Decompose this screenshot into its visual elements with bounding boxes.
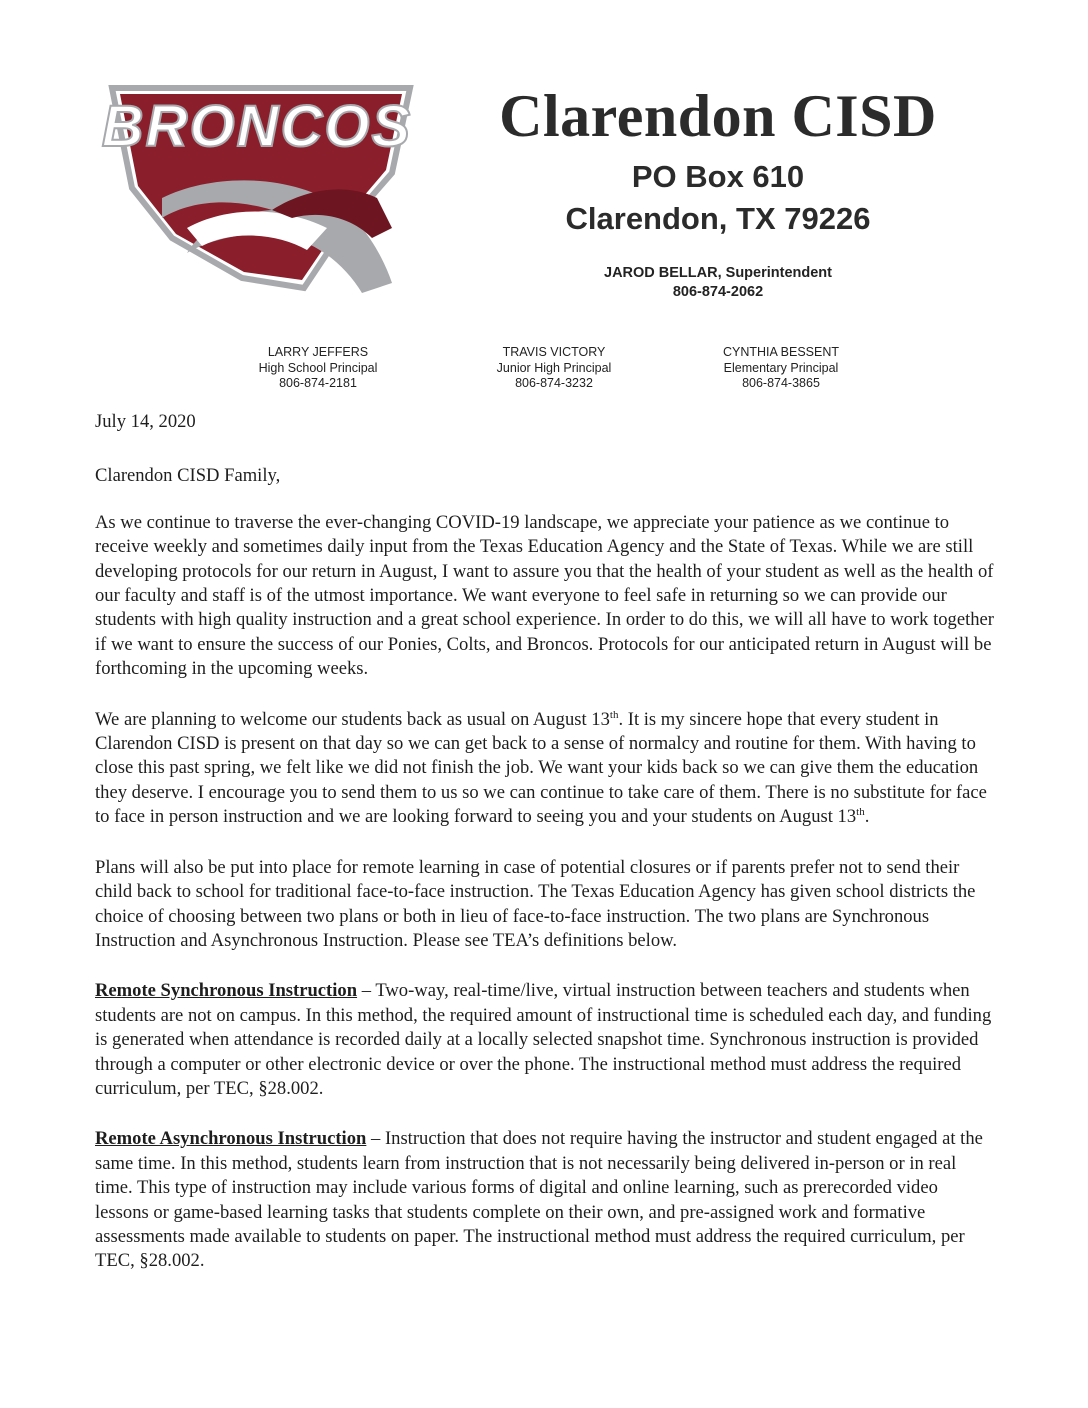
- letterhead: [468, 82, 968, 300]
- superintendent-block: [468, 264, 968, 302]
- letter-body: [95, 410, 995, 1274]
- letter-greeting: Clarendon CISD Family,: [95, 465, 281, 487]
- paragraph-covid-update: As we continue to traverse the ever-changing COVID-19 landscape, we appreciate your patience as we continue to receive weekly and sometimes daily input from the Texas Education Agency and the State of Texas. While we are still developing protocols for our return in August, I want to assure you that the health of your student as well as the health of our faculty and staff is of the utmost importance. We want everyone to feel safe in returning so we can provide our students with high quality instruction and a great school experience. In order to do this, we will all have to work together if we want to ensure the success of our Ponies, Colts, and Broncos. Protocols for our anticipated return in August will be forthcoming in the upcoming weeks.: [95, 511, 994, 680]
- broncos-logo: [92, 78, 422, 310]
- principal-phone: 806-874-2181: [279, 376, 357, 390]
- definition-text: – Two-way, real-time/live, virtual instruction between teachers and students when students are not on campus. In this method, the required amount of instructional time is scheduled each day, and funding is generated when attendance is recorded daily at a locally selected snapshot time. Synchronous instruction is provided through a computer or other electronic device or over the phone. The instructional method must address the required curriculum, per TEC, §28.002.: [95, 980, 992, 1099]
- paragraph-text: We are planning to welcome our students back as usual on August 13: [95, 708, 610, 730]
- superintendent-name: JAROD BELLAR, Superintendent: [604, 265, 832, 281]
- principal-phone: 806-874-3232: [515, 376, 593, 390]
- letter-date: July 14, 2020: [95, 411, 196, 432]
- paragraph-text: . It is my sincere hope that every student in Clarendon CISD is present on that day so we can get back to a sense of normalcy and routine for them. With having to close this past spring, we felt like we did not finish the job. We want your kids back so we can give them the education they deserve. I encourage you to send them to us so we can continue to take care of them. There is no substitute for face to face in person instruction and we are looking forward to seeing you and your students on August 13: [95, 708, 987, 828]
- superscript: th: [856, 806, 865, 819]
- definition-text: – Instruction that does not require having the instructor and student engaged at the same time. In this method, students learn from instruction that is not necessarily being delivered in-person or in real time. This type of instruction may include various forms of digital and online learning, such as prerecorded video lessons or game-based learning tasks that students complete on their own, and pre-assigned work and formative assessments made available to students on paper. The instructional method must address the required curriculum, per TEC, §28.002.: [95, 1128, 983, 1272]
- principal-name: LARRY JEFFERS: [267, 345, 369, 359]
- superscript: th: [609, 708, 619, 721]
- definition-title: Remote Synchronous Instruction: [95, 980, 358, 1002]
- address-line-1: PO Box 610: [631, 159, 805, 194]
- principal-title: Junior High Principal: [496, 360, 612, 375]
- broncos-logo-text: BRONCOS: [101, 94, 413, 159]
- definition-title: Remote Asynchronous Instruction: [95, 1128, 367, 1150]
- address-line-2: Clarendon, TX 79226: [565, 201, 871, 236]
- principal-elementary: [681, 345, 881, 392]
- definition-asynchronous: [95, 1127, 995, 1273]
- paragraph-text: .: [864, 806, 870, 828]
- principal-name: CYNTHIA BESSENT: [723, 345, 839, 359]
- district-name: Clarendon CISD: [499, 83, 937, 149]
- broncos-horse-logo-graphic: [92, 78, 422, 310]
- principal-high-school: [218, 345, 418, 392]
- paragraph-remote-learning: Plans will also be put into place for remote learning in case of potential closures or if parents prefer not to send their child back to school for traditional face-to-face instruction. The Texas Education Agency has given school districts the choice of choosing between two plans or both in lieu of face-to-face instruction. The two plans are Synchronous Instruction and Asynchronous Instruction. Please see TEA’s definitions below.: [95, 856, 976, 951]
- principal-title: Elementary Principal: [723, 360, 839, 375]
- principal-title: High School Principal: [258, 360, 378, 375]
- paragraph-return-date: [95, 708, 995, 830]
- definition-synchronous: [95, 979, 995, 1101]
- principal-phone: 806-874-3865: [742, 376, 820, 390]
- superintendent-phone: 806-874-2062: [672, 284, 764, 300]
- principal-junior-high: [454, 345, 654, 392]
- principal-name: TRAVIS VICTORY: [502, 345, 606, 359]
